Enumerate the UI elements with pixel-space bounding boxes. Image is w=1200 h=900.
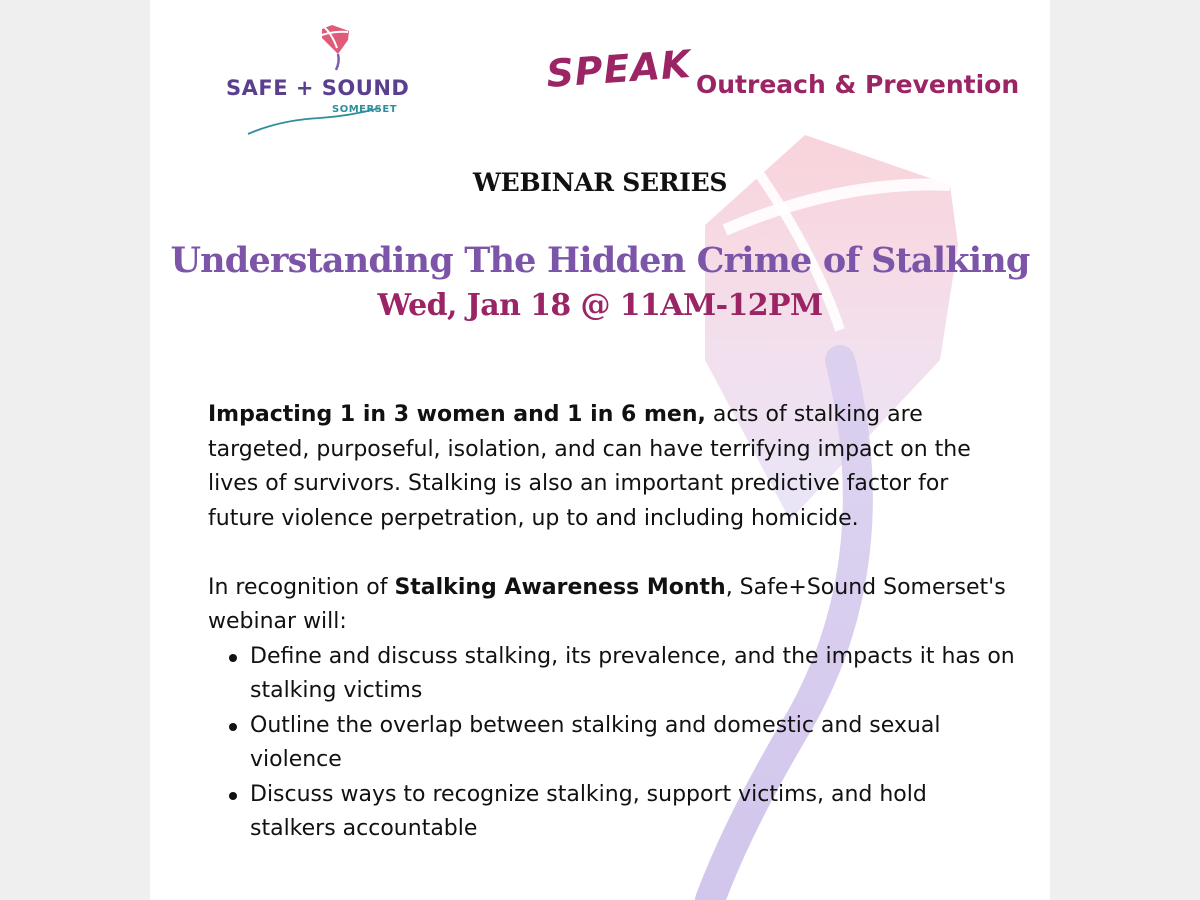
- intro-text: acts of stalking are targeted, purposeful, isolation, and can have terrifying impact on the lives of survivors. Stalking is also an important predictive factor for future violence perpetration, up to and including homicide.: [208, 402, 971, 531]
- intro-paragraph: [208, 398, 1018, 536]
- webinar-datetime: Wed, Jan 18 @ 11AM-12PM: [377, 288, 823, 323]
- intro-statistic: Impacting 1 in 3 women and 1 in 6 men,: [208, 402, 706, 427]
- agenda-list: [208, 640, 1018, 847]
- agenda-intro: [208, 571, 1018, 640]
- flyer: [150, 0, 1050, 900]
- agenda-intro-end: , Safe+Sound Somerset's webinar will:: [208, 574, 1006, 634]
- list-item: Discuss ways to recognize stalking, support victims, and hold stalkers accountable: [250, 778, 1018, 847]
- logo-swoosh-icon: [220, 90, 400, 140]
- description: [208, 398, 1018, 847]
- safe-sound-logo: [220, 20, 420, 140]
- speak-wordmark: SPEAK: [544, 41, 693, 96]
- program-name: Outreach & Prevention: [696, 70, 1020, 99]
- series-label: WEBINAR SERIES: [472, 168, 728, 197]
- webinar-title: Understanding The Hidden Crime of Stalking: [170, 240, 1030, 281]
- logo-wordmark: SAFE + SOUND: [226, 76, 410, 100]
- kite-icon: [318, 24, 352, 72]
- list-item: Define and discuss stalking, its prevalence, and the impacts it has on stalking victims: [250, 640, 1018, 709]
- list-item: Outline the overlap between stalking and domestic and sexual violence: [250, 709, 1018, 778]
- agenda-intro-start: In recognition of: [208, 574, 395, 600]
- logo-subtitle: SOMERSET: [332, 104, 398, 115]
- awareness-month: Stalking Awareness Month: [394, 574, 726, 600]
